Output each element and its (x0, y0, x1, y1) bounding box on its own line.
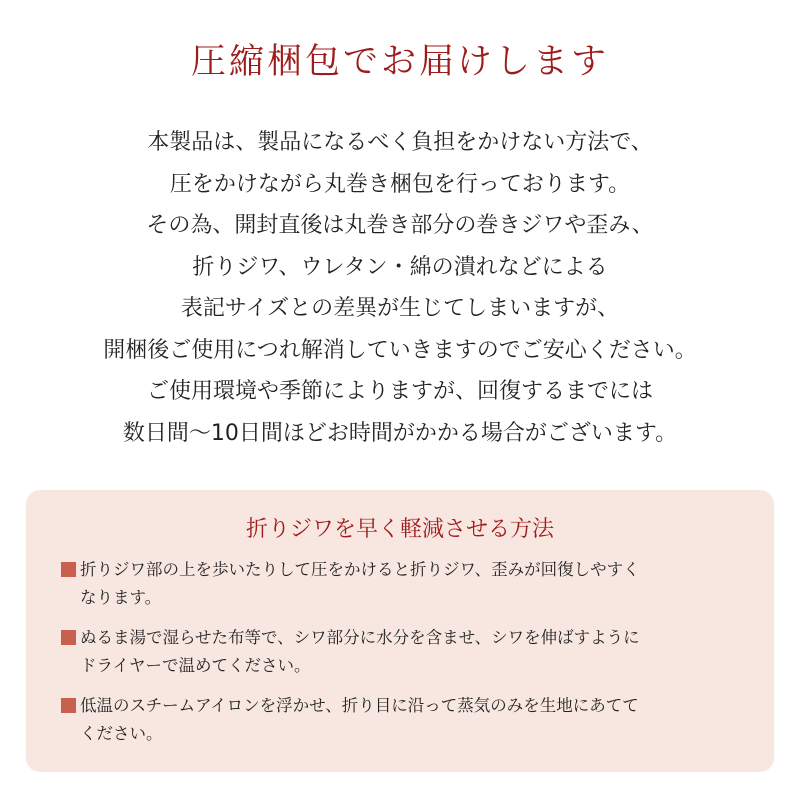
tip-item (60, 624, 750, 680)
page-title: 圧縮梱包でお届けします (190, 42, 609, 82)
tip-item (60, 692, 750, 748)
tip-text: ドライヤーで温めてください。 (80, 656, 311, 675)
notice-line: 本製品は、製品になるべく負担をかけない方法で、 (147, 130, 653, 155)
tips-panel (26, 490, 774, 772)
tip-text: ください。 (80, 724, 163, 743)
notice-line: 数日間〜10日間ほどお時間がかかる場合がございます。 (122, 420, 678, 446)
notice-line: 圧をかけながら丸巻き梱包を行っております。 (169, 171, 631, 197)
tips-list (60, 556, 750, 760)
tip-text: 低温のスチームアイロンを浮かせ、折り目に沿って蒸気のみを生地にあてて (80, 696, 639, 715)
tip-text: なります。 (80, 588, 162, 607)
notice-line: 開梱後ご使用につれ解消していきますのでご安心ください。 (103, 337, 697, 363)
notice-line: 折りジワ、ウレタン・綿の潰れなどによる (192, 254, 608, 280)
square-bullet-icon (61, 562, 76, 577)
tips-title: 折りジワを早く軽減させる方法 (245, 517, 554, 542)
tip-item (60, 556, 750, 612)
notice-line: その為、開封直後は丸巻き部分の巻きジワや歪み、 (146, 213, 654, 238)
notice-line: 表記サイズとの差異が生じてしまいますが、 (180, 296, 620, 321)
tip-text: 折りジワ部の上を歩いたりして圧をかけると折りジワ、歪みが回復しやすく (80, 560, 640, 579)
notice-text (0, 122, 800, 454)
tip-text: ぬるま湯で湿らせた布等で、シワ部分に水分を含ませ、シワを伸ばすように (80, 628, 640, 647)
notice-line: ご使用環境や季節によりますが、回復するまでには (146, 379, 653, 404)
square-bullet-icon (61, 698, 76, 713)
square-bullet-icon (61, 630, 76, 645)
